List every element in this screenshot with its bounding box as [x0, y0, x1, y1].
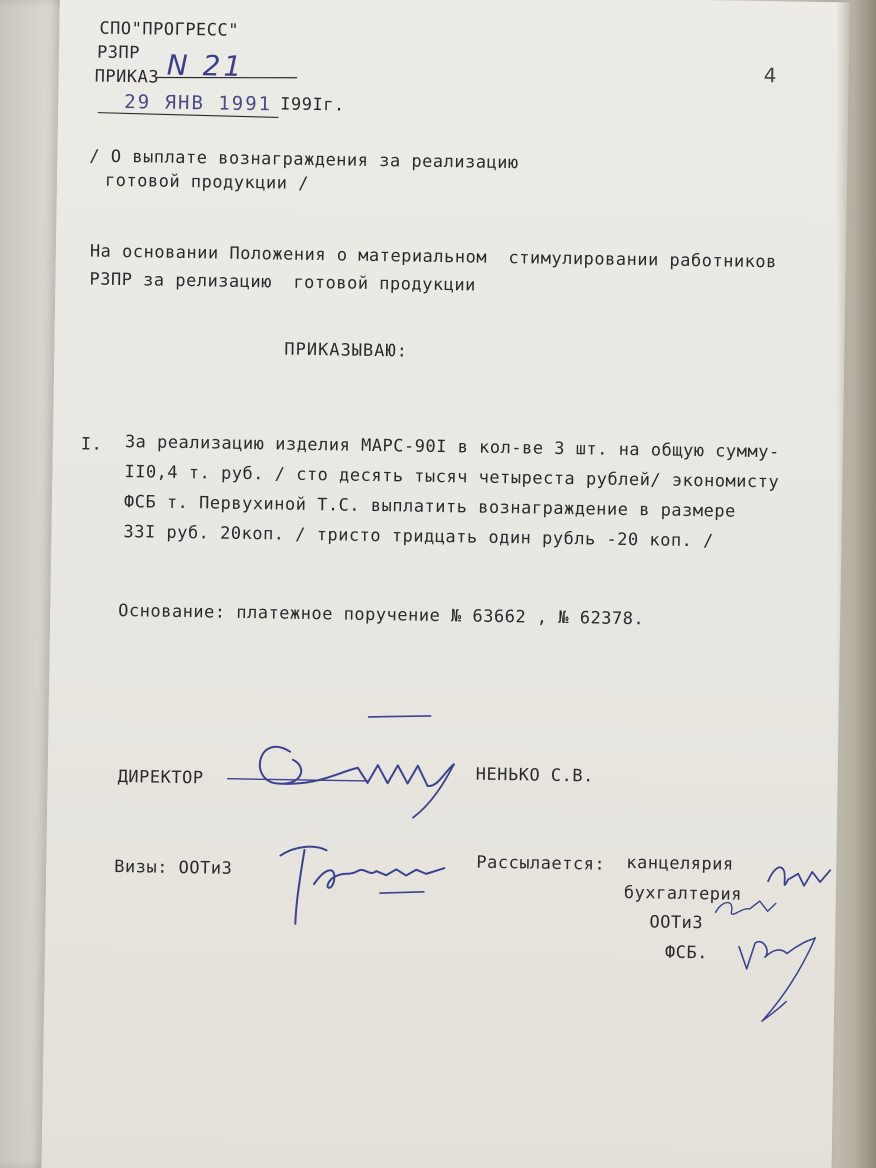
item-line-4: 33I руб. 20коп. / тристо тридцать один рубль -20 коп. /: [123, 522, 714, 552]
director-name: НЕНЬКО С.В.: [475, 764, 594, 787]
recipient-2: бухгалтерия: [623, 882, 743, 905]
org-unit: РЗПР: [96, 42, 141, 64]
item-marker: I.: [80, 434, 103, 455]
receipt-signatures: [710, 850, 843, 1042]
director-title: ДИРЕКТОР: [117, 767, 204, 789]
document-sheet: [41, 0, 850, 1168]
basis-text: Основание: платежное поручение № 63662 , № 62378.: [118, 600, 645, 630]
director-signature: [217, 711, 479, 825]
recipient-4: ФСБ.: [664, 942, 709, 964]
order-number-underline: [157, 64, 307, 86]
item-line-3: ФСБ т. Первухиной Т.С. выплатить вознаграждение в размере: [123, 492, 736, 522]
recipient-3: ООТиЗ: [649, 912, 704, 934]
recipient-1: канцелярия: [626, 853, 734, 875]
date-underline: [98, 109, 288, 122]
binder-edge: [836, 0, 876, 1168]
order-heading: ПРИКАЗЫВАЮ:: [284, 339, 409, 362]
item-line-1: За реализацию изделия МАРС-90I в кол-ве 3 шт. на общую сумму-: [124, 432, 780, 463]
item-line-2: II0,4 т. руб. / сто десять тысяч четыреста рублей/ экономисту: [124, 462, 780, 493]
preamble-line-1: На основании Положения о материальном стимулировании работников: [89, 241, 777, 273]
page-number: 4: [763, 63, 778, 88]
date-stamp: 29 ЯНВ 1991: [124, 91, 273, 116]
org-name: СПО"ПРОГРЕСС": [99, 18, 240, 41]
subject-line-1: / О выплате вознаграждения за реализацию: [89, 146, 519, 174]
order-number: N 21: [166, 48, 245, 83]
order-label: ПРИКАЗ: [94, 66, 160, 88]
subject-line-2: готовой продукции /: [104, 170, 310, 194]
visa-signature: [273, 835, 474, 928]
order-year: I99Iг.: [280, 94, 345, 116]
preamble-line-2: РЗПР за релизацию готовой продукции: [89, 269, 477, 296]
distribution-label: Рассылается:: [476, 852, 606, 875]
visas-label: Визы: ООТиЗ: [114, 856, 233, 879]
